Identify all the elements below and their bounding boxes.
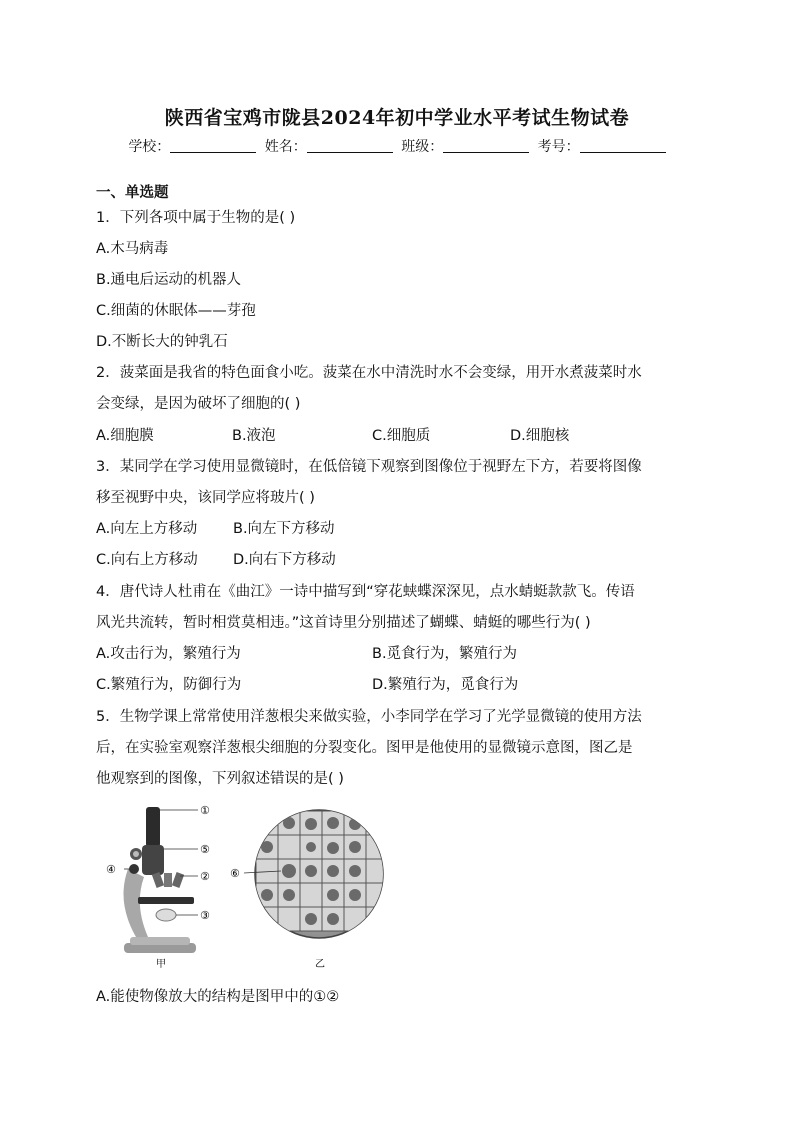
q2-option-c: C.细胞质 <box>372 428 431 444</box>
marker-3: ③ <box>200 909 210 922</box>
school-label: 学校： <box>128 139 171 155</box>
class-blank <box>443 138 529 153</box>
exam-number-label: 考号： <box>537 139 580 155</box>
exam-title: 陕西省宝鸡市陇县2024年初中学业水平考试生物试卷 <box>164 107 630 129</box>
q2-stem-line2: 会变绿，是因为破坏了细胞的( ) <box>96 396 301 412</box>
marker-6: ⑥ <box>230 867 240 880</box>
figure-label-jia: 甲 <box>156 959 166 970</box>
figure-label-yi: 乙 <box>315 959 325 970</box>
q4-stem-line2: 风光共流转，暂时相赏莫相违。”这首诗里分别描述了蝴蝶、蜻蜓的哪些行为( ) <box>96 615 591 631</box>
q5-stem-line1: 5．生物学课上常常使用洋葱根尖来做实验，小李同学在学习了光学显微镜的使用方法 <box>96 709 642 725</box>
q2-stem-line1: 2．菠菜面是我省的特色面食小吃。菠菜在水中清洗时水不会变绿，用开水煮菠菜时水 <box>96 365 642 381</box>
q1-option-c: C.细菌的休眠体——芽孢 <box>96 303 256 319</box>
q3-option-a: A.向左上方移动 <box>96 521 198 537</box>
q5-figure <box>106 797 396 972</box>
q3-option-d: D.向右下方移动 <box>233 552 336 568</box>
q2-option-b: B.液泡 <box>232 428 276 444</box>
q3-option-b: B.向左下方移动 <box>233 521 335 537</box>
q5-stem-line2: 后，在实验室观察洋葱根尖细胞的分裂变化。图甲是他使用的显微镜示意图，图乙是 <box>96 740 633 756</box>
q4-option-c: C.繁殖行为，防御行为 <box>96 677 242 693</box>
name-label: 姓名： <box>264 139 307 155</box>
class-label: 班级： <box>401 139 444 155</box>
q1-option-a: A.木马病毒 <box>96 241 169 257</box>
q5-stem-line3: 他观察到的图像，下列叙述错误的是( ) <box>96 771 344 787</box>
q4-option-d: D.繁殖行为，觅食行为 <box>372 677 519 693</box>
q5-option-a: A.能使物像放大的结构是图甲中的①② <box>96 989 340 1005</box>
q3-stem-line2: 移至视野中央，该同学应将玻片( ) <box>96 490 315 506</box>
exam-number-blank <box>580 138 666 153</box>
name-blank <box>307 138 393 153</box>
marker-4: ④ <box>106 863 116 876</box>
q4-option-b: B.觅食行为，繁殖行为 <box>372 646 518 662</box>
microscope-and-cells-diagram <box>106 797 396 972</box>
q4-stem-line1: 4．唐代诗人杜甫在《曲江》一诗中描写到“穿花蛱蝶深深见，点水蜻蜓款款飞。传语 <box>96 584 635 600</box>
q3-option-c: C.向右上方移动 <box>96 552 198 568</box>
q1-stem: 1．下列各项中属于生物的是( ) <box>96 210 296 226</box>
cell-view-illustration <box>255 810 388 938</box>
school-blank <box>170 138 256 153</box>
q2-option-d: D.细胞核 <box>510 428 570 444</box>
marker-2: ② <box>200 870 210 883</box>
q3-stem-line1: 3．某同学在学习使用显微镜时，在低倍镜下观察到图像位于视野左下方，若要将图像 <box>96 459 642 475</box>
q4-option-a: A.攻击行为，繁殖行为 <box>96 646 241 662</box>
student-info-row <box>0 136 794 156</box>
section-title: 一、单选题 <box>96 185 169 201</box>
q1-option-b: B.通电后运动的机器人 <box>96 272 242 288</box>
microscope-illustration <box>124 807 197 953</box>
marker-5: ⑤ <box>200 843 210 856</box>
q1-option-d: D.不断长大的钟乳石 <box>96 334 228 350</box>
q2-option-a: A.细胞膜 <box>96 428 154 444</box>
marker-1: ① <box>200 804 210 817</box>
